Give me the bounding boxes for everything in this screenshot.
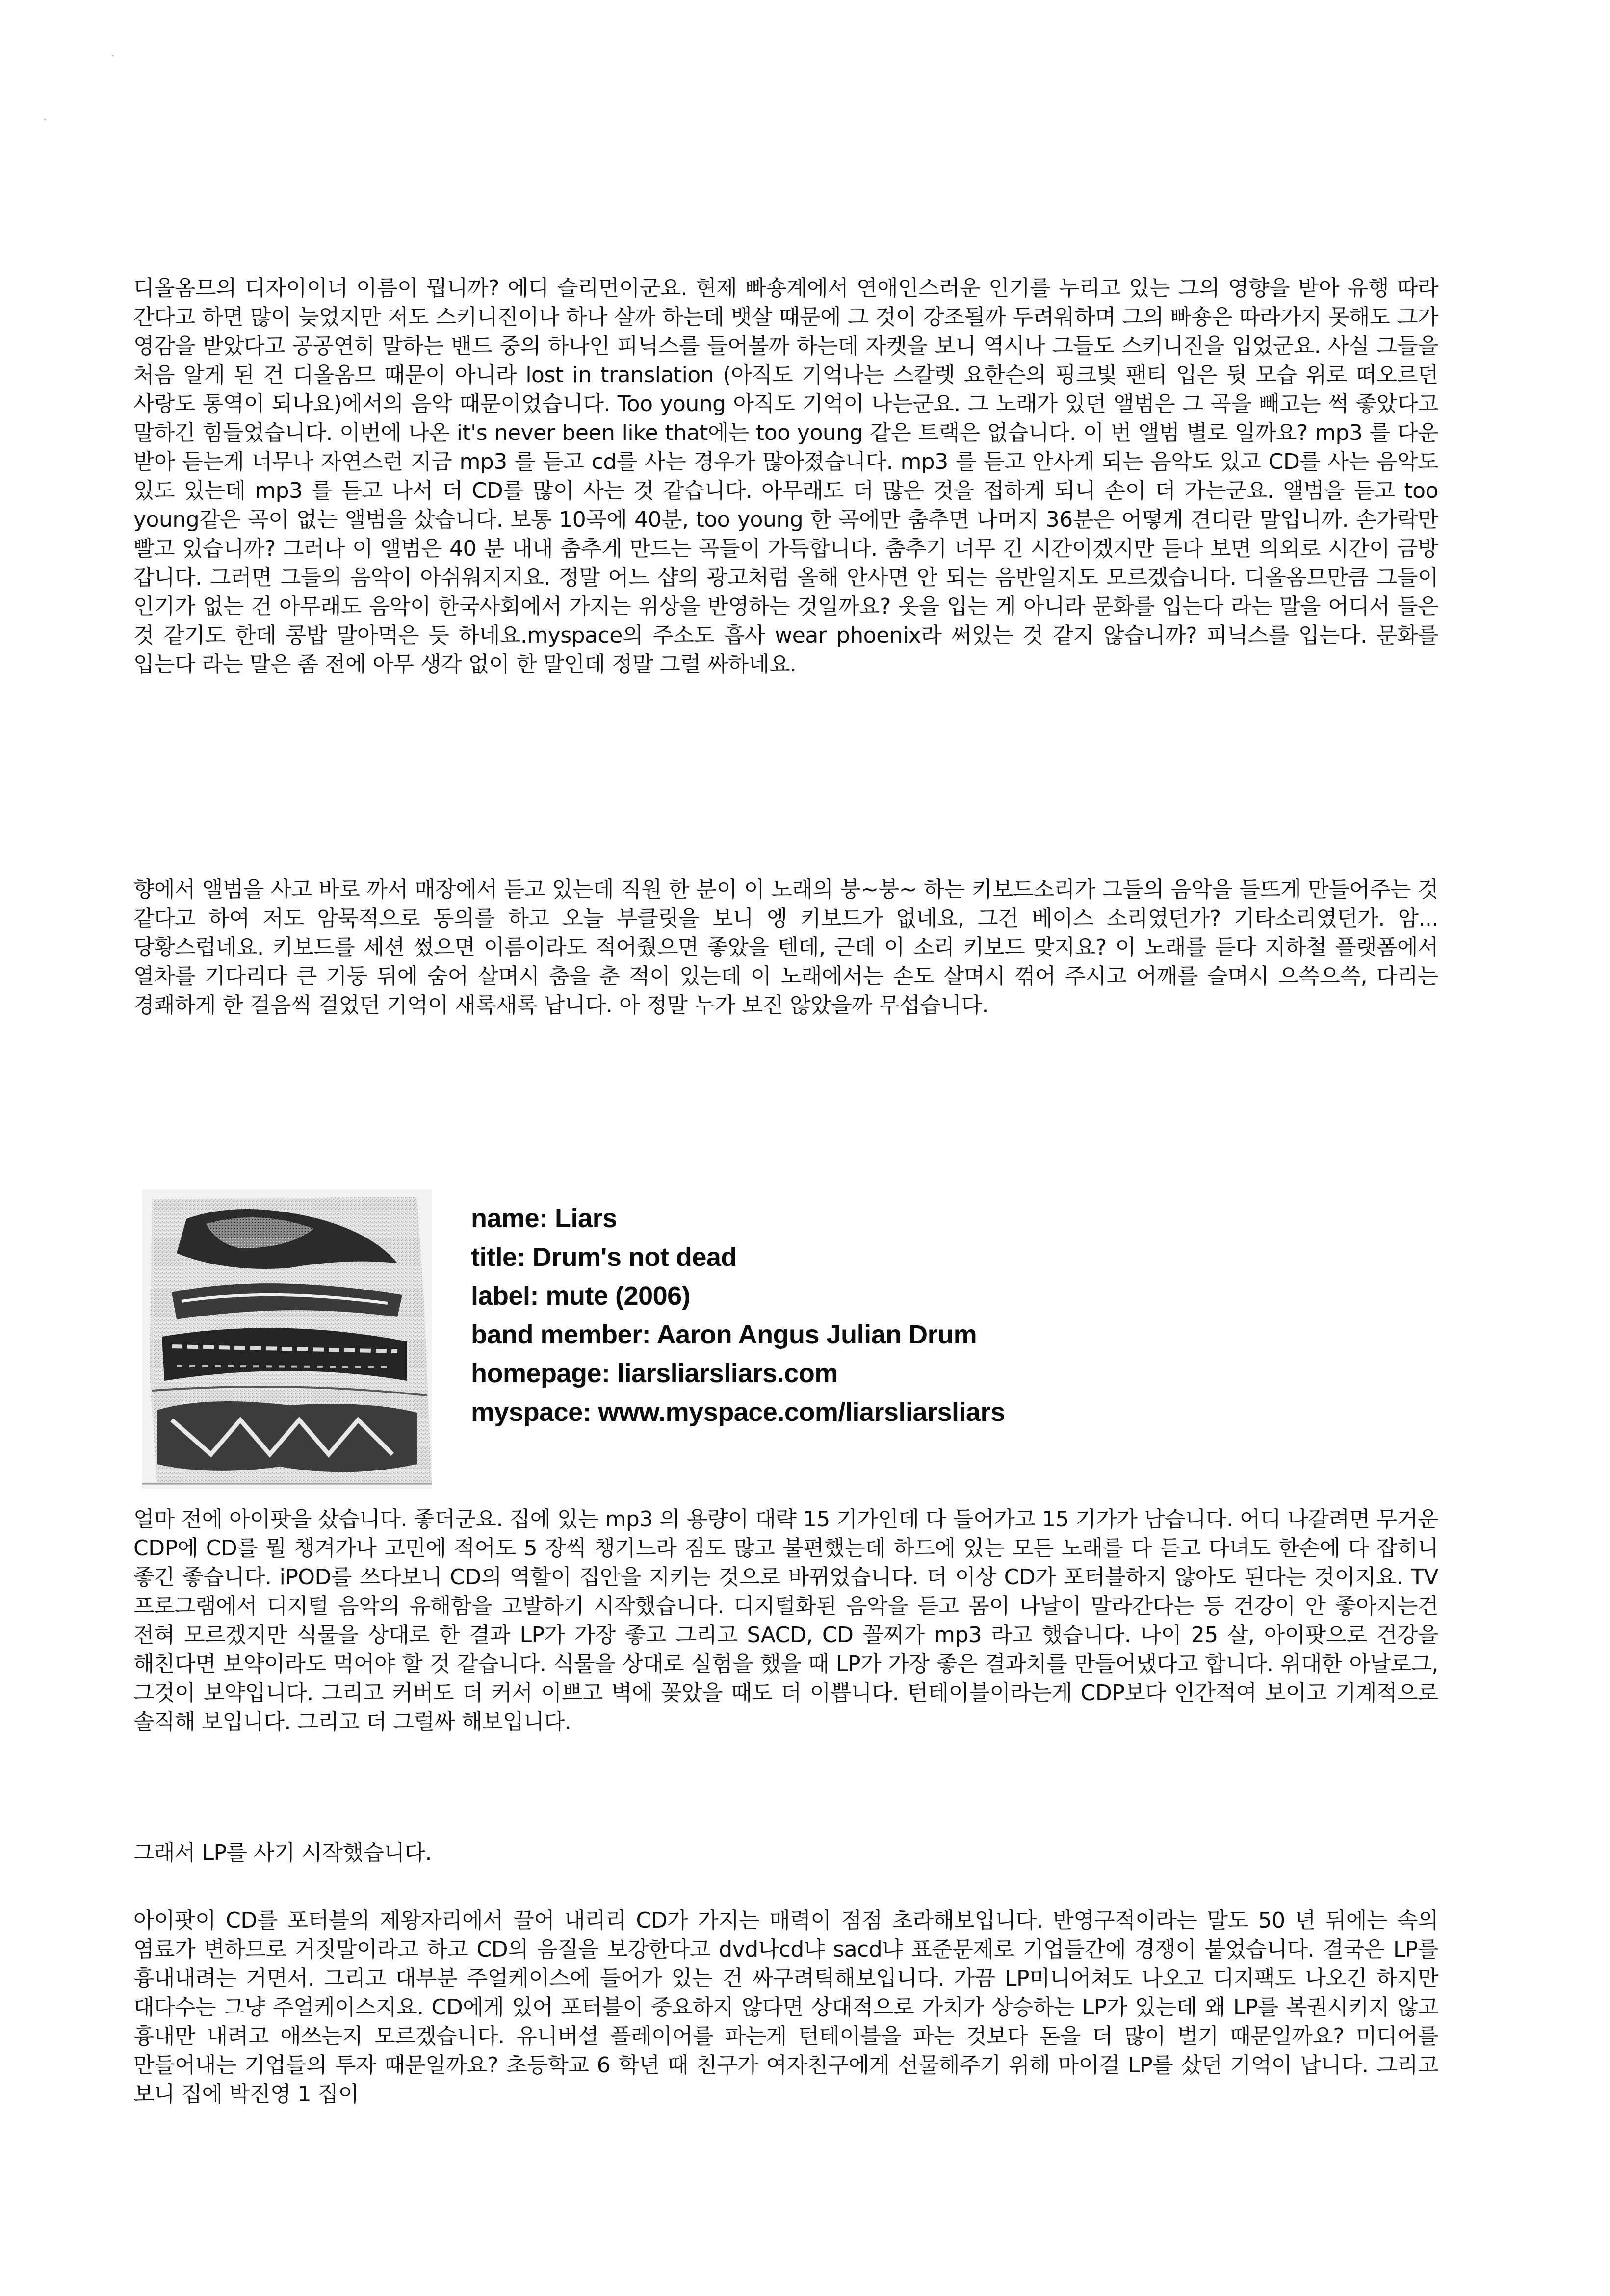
album-homepage: homepage: liarsliarsliars.com (471, 1359, 838, 1388)
album-band-members: band member: Aaron Angus Julian Drum (471, 1320, 977, 1349)
paragraph-cd-vs-lp: 아이팟이 CD를 포터블의 제왕자리에서 끌어 내리리 CD가 가지는 매력이 점점 초라해보입니다. 반영구적이라는 말도 50 년 뒤에는 속의 염료가 변하므로 거짓말이라고 하고 CD의 음질을 보강한다고 dvd나cd냐 sacd냐 표준문제로 기업들간에 경쟁이 붙었습니다. 결국은 LP를 흉내내려는 거면서. 그리고 대부분 주얼케이스에 들어가 있는 건 싸구려틱해보입니다. 가끔 LP미니어쳐도 나오고 디지팩도 나오긴 하지만 대다수는 그냥 주얼케이스지요. CD에게 있어 포터블이 중요하지 않다면 상대적으로 가치가 상승하는 LP가 있는데 왜 LP를 복권시키지 않고 흉내만 내려고 애쓰는지 모르겠습니다. 유니버셜 플레이어를 파는게 턴테이블을 파는 것보다 돈을 더 많이 벌기 때문일까요? 미디어를 만들어내는 기업들의 투자 때문일까요? 초등학교 6 학년 때 친구가 여자친구에게 선물해주기 위해 마이걸 LP를 샀던 기억이 납니다. 그리고 보니 집에 박진영 1 집이 (133, 1908, 1439, 2107)
album-info-block (142, 1189, 1320, 1494)
album-band-name: name: Liars (471, 1204, 617, 1233)
paragraph-lp-start: 그래서 LP를 사기 시작했습니다. (133, 1840, 432, 1865)
album-cover-image (142, 1189, 432, 1489)
album-label: label: mute (2006) (471, 1281, 691, 1311)
album-myspace: myspace: www.myspace.com/liarsliarsliars (471, 1397, 1005, 1427)
scan-speck (112, 54, 114, 57)
album-details (471, 1199, 1005, 1432)
scan-speck (44, 118, 47, 121)
paragraph-ipod: 얼마 전에 아이팟을 샀습니다. 좋더군요. 집에 있는 mp3 의 용량이 대략 15 기가인데 다 들어가고 15 기가가 남습니다. 어디 나갈려면 무거운 CDP에 CD를 뭘 챙겨가나 고민에 적어도 5 장씩 챙기느라 짐도 많고 불편했는데 하드에 있는 모든 노래를 다 듣고 다녀도 한손에 다 잡히니 좋긴 좋습니다. iPOD를 쓰다보니 CD의 역할이 집안을 지키는 것으로 바뀌었습니다. 더 이상 CD가 포터블하지 않아도 된다는 것이지요. TV 프로그램에서 디지털 음악의 유해함을 고발하기 시작했습니다. 디지털화된 음악을 듣고 몸이 나날이 말라간다는 등 건강이 안 좋아지는건 전혀 모르겠지만 식물을 상대로 한 결과 LP가 가장 좋고 그리고 SACD, CD 꼴찌가 mp3 라고 했습니다. 나이 25 살, 아이팟으로 건강을 해친다면 보약이라도 먹어야 할 것 같습니다. 식물을 상대로 실험을 했을 때 LP가 가장 좋은 결과치를 만들어냈다고 합니다. 위대한 아날로그, 그것이 보약입니다. 그리고 커버도 더 커서 이쁘고 벽에 꽂았을 때도 더 이쁩니다. 턴테이블이라는게 CDP보다 인간적여 보이고 기계적으로 솔직해 보입니다. 그리고 더 그럴싸 해보입니다. (133, 1507, 1438, 1734)
paragraph-phoenix-review: 디올옴므의 디자이이너 이름이 뭡니까? 에디 슬리먼이군요. 현제 빠숑계에서 연애인스러운 인기를 누리고 있는 그의 영향을 받아 유행 따라 간다고 하면 많이 늦었지만 저도 스키니진이나 하나 살까 하는데 뱃살 때문에 그 것이 강조될까 두려워하며 그의 빠숑은 따라가지 못해도 그가 영감을 받았다고 공공연히 말하는 밴드 중의 하나인 피닉스를 들어볼까 하는데 자켓을 보니 역시나 그들도 스키니진을 입었군요. 사실 그들을 처음 알게 된 건 디올옴므 때문이 아니라 lost in translation (아직도 기억나는 스칼렛 요한슨의 핑크빛 팬티 입은 뒷 모습 위로 떠오르던 사랑도 통역이 되나요)에서의 음악 때문이었습니다. Too young 아직도 기억이 나는군요. 그 노래가 있던 앨범은 그 곡을 빼고는 썩 좋았다고 말하긴 힘들었습니다. 이번에 나온 it's never been like that에는 too young 같은 트랙은 없습니다. 이 번 앨범 별로 일까요? mp3 를 다운 받아 듣는게 너무나 자연스런 지금 mp3 를 듣고 cd를 사는 경우가 많아졌습니다. mp3 를 듣고 안사게 되는 음악도 있고 CD를 사는 음악도 있도 있는데 mp3 를 듣고 나서 더 CD를 많이 사는 것 같습니다. 아무래도 더 많은 것을 접하게 되니 손이 더 가는군요. 앨범을 듣고 too young같은 곡이 없는 앨범을 샀습니다. 보통 10곡에 40분, too young 한 곡에만 춤추면 나머지 36분은 어떻게 견디란 말입니까. 손가락만 빨고 있습니까? 그러나 이 앨범은 40 분 내내 춤추게 만드는 곡들이 가득합니다. 춤추기 너무 긴 시간이겠지만 듣다 보면 의외로 시간이 금방 갑니다. 그러면 그들의 음악이 아쉬워지지요. 정말 어느 샵의 광고처럼 올해 안사면 안 되는 음반일지도 모르겠습니다. 디올옴므만큼 그들이 인기가 없는 건 아무래도 음악이 한국사회에서 가지는 위상을 반영하는 것일까요? 옷을 입는 게 아니라 문화를 입는다 라는 말을 어디서 들은 것 같기도 한데 콩밥 말아먹은 듯 하네요.myspace의 주소도 흡사 wear phoenix라 써있는 것 같지 않습니까? 피닉스를 입는다. 문화를 입는다 라는 말은 좀 전에 아무 생각 없이 한 말인데 정말 그럴 싸하네요. (133, 276, 1438, 677)
paragraph-keyboard-anecdote: 향에서 앨범을 사고 바로 까서 매장에서 듣고 있는데 직원 한 분이 이 노래의 붕~붕~ 하는 키보드소리가 그들의 음악을 들뜨게 만들어주는 것 같다고 하여 저도 암묵적으로 동의를 하고 오늘 부클릿을 보니 엥 키보드가 없네요, 그건 베이스 소리였던가? 기타소리였던가. 암...당황스럽네요. 키보드를 세션 썼으면 이름이라도 적어줬으면 좋았을 텐데, 근데 이 소리 키보드 맞지요? 이 노래를 듣다 지하철 플랫폼에서 열차를 기다리다 큰 기둥 뒤에 숨어 살며시 춤을 춘 적이 있는데 이 노래에서는 손도 살며시 꺾어 주시고 어깨를 슬며시 으쓱으쓱, 다리는 경쾌하게 한 걸음씩 걸었던 기억이 새록새록 납니다. 아 정말 누가 보진 않았을까 무섭습니다. (133, 877, 1438, 1018)
album-title: title: Drum's not dead (471, 1242, 737, 1272)
